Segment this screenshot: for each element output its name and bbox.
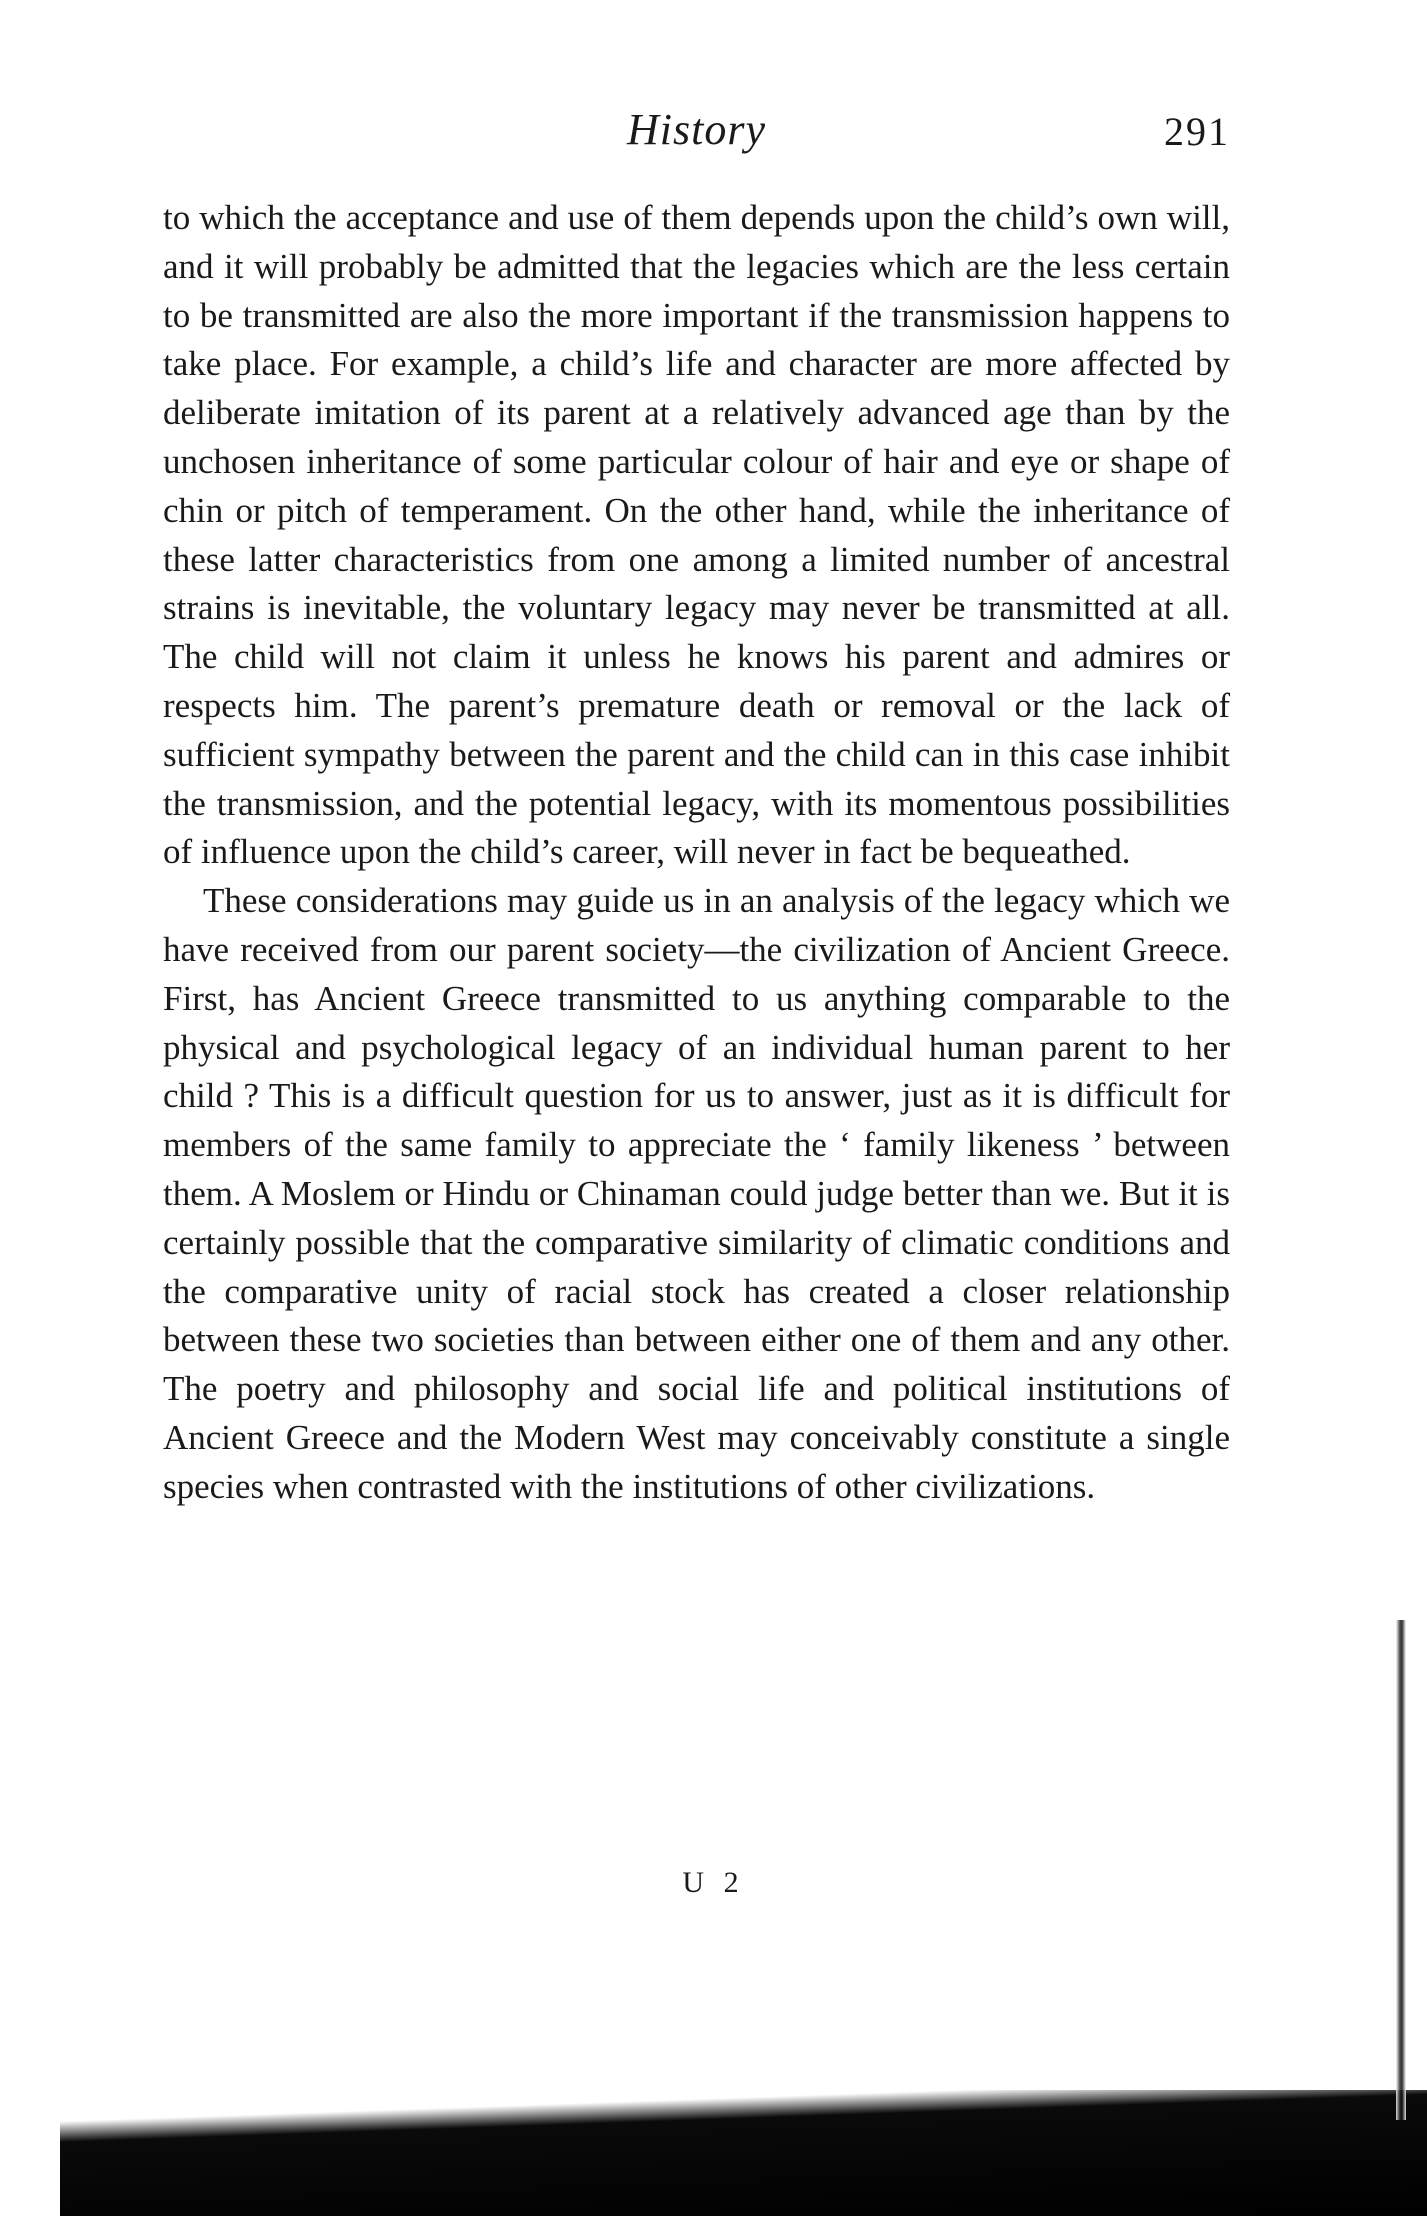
scan-shadow-right [1396,1620,1406,2120]
body-text [163,194,1230,1512]
running-title: History [627,105,766,154]
page-header [163,104,1230,164]
paragraph: These considerations may guide us in an analysis of the legacy which we have received from our parent society—the civilization of Ancient Greece. First, has Ancient Greece transmitted to us anything comparable to the physical and psychological legacy of an individual human parent to her child ? This is a difficult question for us to answer, just as it is difficult for members of the same family to appreciate the ‘ family likeness ’ between them. A Moslem or Hindu or Chinaman could judge better than we. But it is certainly possible that the comparative similarity of climatic conditions and the comparative unity of racial stock has created a closer relationship between these two societies than between either one of them and any other. The poetry and philosophy and social life and political institutions of Ancient Greece and the Modern West may conceivably constitute a single species when contrasted with the institutions of other civilizations. [163,881,1230,1506]
paragraph-continued: to which the acceptance and use of them depends upon the child’s own will, and it will probably be admitted that the legacies which are the less certain to be transmitted are also the more important if the transmission happens to take place. For example, a child’s life and character are more affected by deliberate imitation of its parent at a relatively advanced age than by the unchosen inheritance of some particular colour of hair and eye or shape of chin or pitch of temperament. On the other hand, while the inheritance of these latter characteristics from one among a limited number of ancestral strains is inevitable, the voluntary legacy may never be transmitted at all. The child will not claim it unless he knows his parent and admires or respects him. The parent’s premature death or removal or the lack of sufficient sympathy between the parent and the child can in this case inhibit the transmission, and the potential legacy, with its momentous possibilities of influence upon the child’s career, will never in fact be bequeathed. [163,198,1230,872]
scan-shadow-bottom [60,2090,1427,2216]
page-number: 291 [1164,109,1230,154]
signature-mark: U 2 [682,1866,745,1899]
